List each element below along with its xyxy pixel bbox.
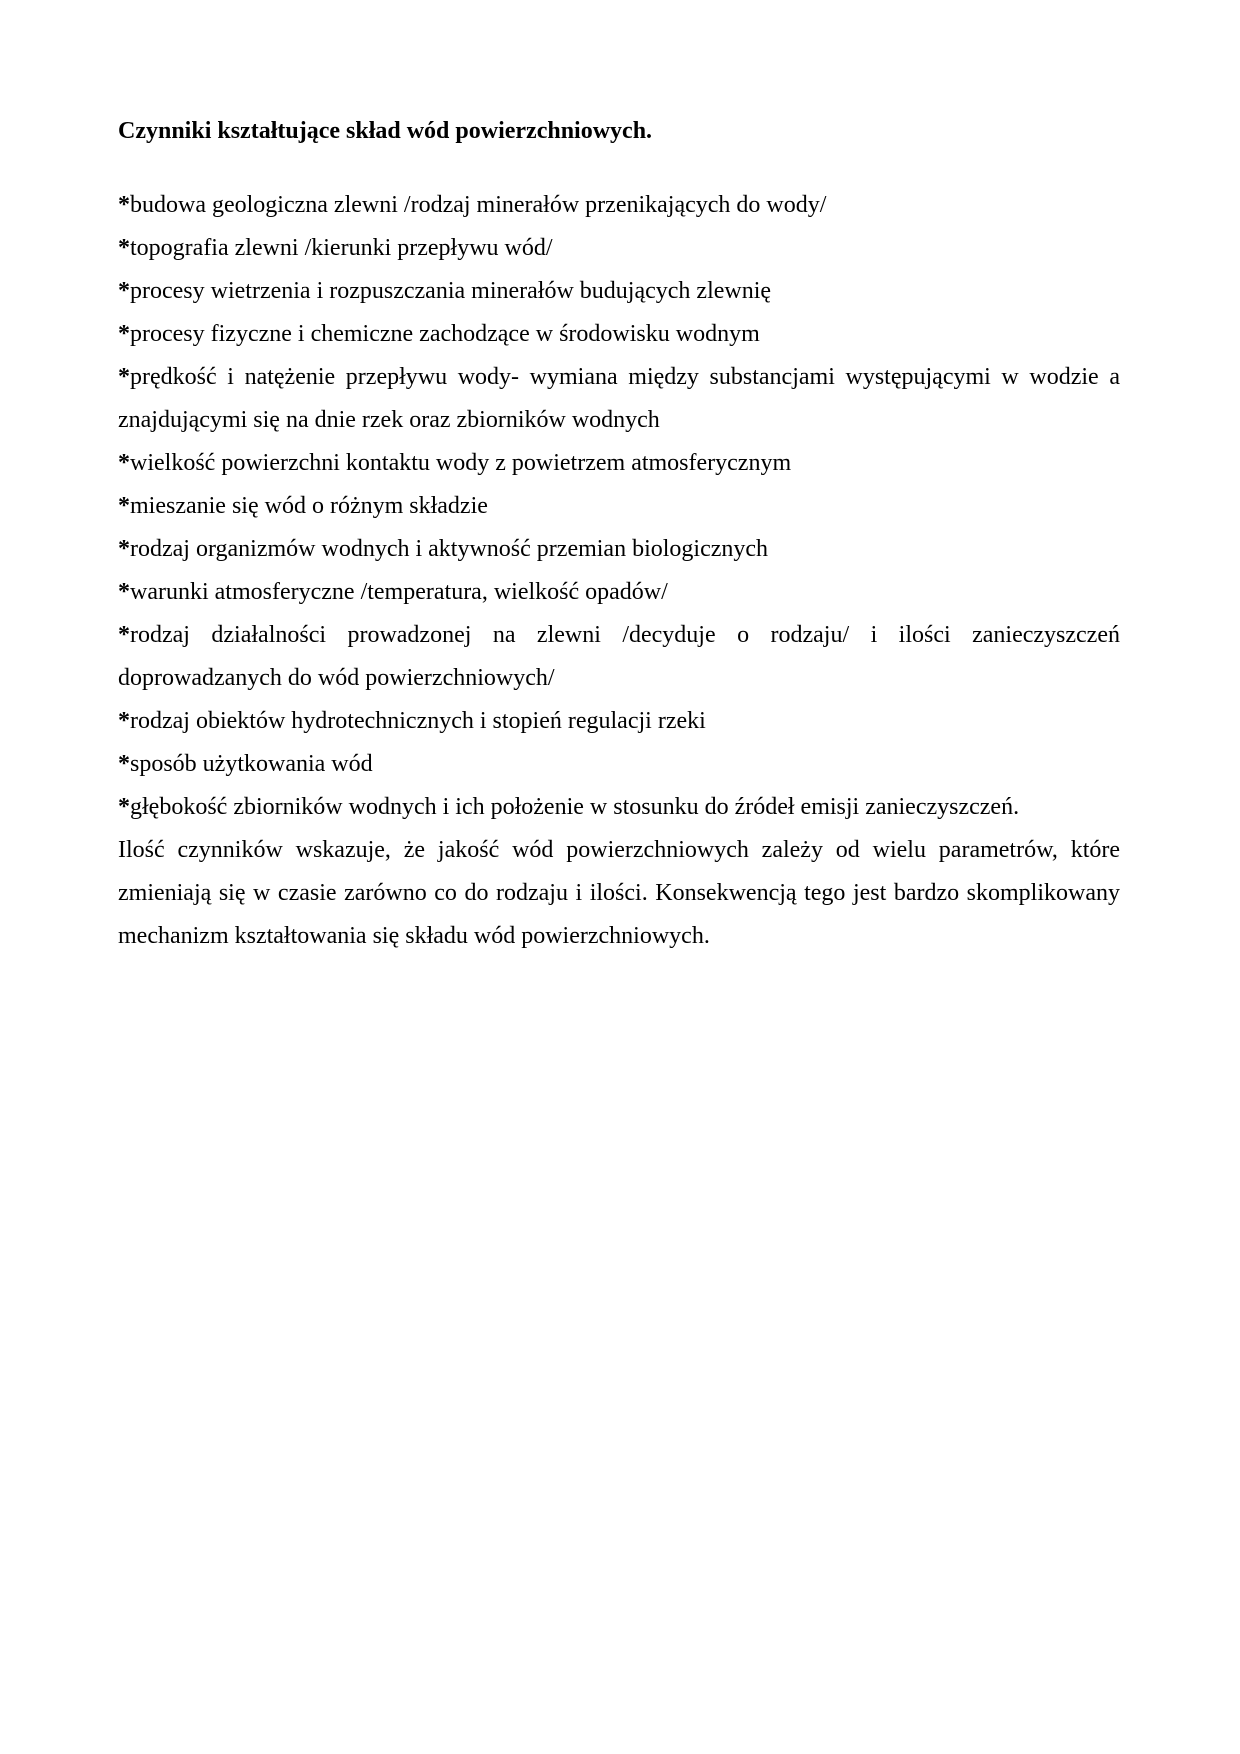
factor-text: wielkość powierzchni kontaktu wody z powietrzem atmosferycznym: [130, 450, 792, 476]
factor-list: [118, 184, 1120, 829]
factor-text: procesy fizyczne i chemiczne zachodzące w środowisku wodnym: [130, 321, 760, 347]
list-item: [118, 313, 1120, 356]
bullet-marker: *: [118, 321, 130, 347]
bullet-marker: *: [118, 536, 130, 562]
conclusion-paragraph: Ilość czynników wskazuje, że jakość wód powierzchniowych zależy od wielu parametrów, które zmieniają się w czasie zarówno co do rodzaju i ilości. Konsekwencją tego jest bardzo skomplikowany mechanizm kształtowania się składu wód powierzchniowych.: [118, 837, 1120, 949]
bullet-marker: *: [118, 192, 130, 218]
bullet-marker: *: [118, 493, 130, 519]
document-page: [118, 116, 1120, 958]
list-item: [118, 743, 1120, 786]
factor-text: mieszanie się wód o różnym składzie: [130, 493, 488, 519]
bullet-marker: *: [118, 579, 130, 605]
bullet-marker: *: [118, 450, 130, 476]
factor-text: rodzaj organizmów wodnych i aktywność przemian biologicznych: [130, 536, 769, 562]
factor-text: topografia zlewni /kierunki przepływu wód/: [130, 235, 553, 261]
list-item: [118, 700, 1120, 743]
list-item: [118, 184, 1120, 227]
list-item: [118, 786, 1120, 829]
list-item: [118, 270, 1120, 313]
factor-text: warunki atmosferyczne /temperatura, wielkość opadów/: [130, 579, 668, 605]
factor-text: głębokość zbiorników wodnych i ich położenie w stosunku do źródeł emisji zanieczyszczeń.: [130, 794, 1020, 820]
factor-text: budowa geologiczna zlewni /rodzaj minerałów przenikających do wody/: [130, 192, 827, 218]
list-item: [118, 571, 1120, 614]
list-item: [118, 442, 1120, 485]
factor-text: sposób użytkowania wód: [130, 751, 373, 777]
bullet-marker: *: [118, 708, 130, 734]
factor-text: procesy wietrzenia i rozpuszczania minerałów budujących zlewnię: [130, 278, 772, 304]
bullet-marker: *: [118, 794, 130, 820]
bullet-marker: *: [118, 235, 130, 261]
factor-text: rodzaj obiektów hydrotechnicznych i stopień regulacji rzeki: [130, 708, 706, 734]
list-item: [118, 227, 1120, 270]
bullet-marker: *: [118, 622, 130, 648]
bullet-marker: *: [118, 751, 130, 777]
bullet-marker: *: [118, 278, 130, 304]
factor-text: rodzaj działalności prowadzonej na zlewni /decyduje o rodzaju/ i ilości zanieczyszczeń doprowadzanych do wód powierzchniowych/: [118, 622, 1120, 691]
list-item: [118, 614, 1120, 700]
list-item: [118, 356, 1120, 442]
list-item: [118, 485, 1120, 528]
bullet-marker: *: [118, 364, 130, 390]
factor-text: prędkość i natężenie przepływu wody- wymiana między substancjami występującymi w wodzie a znajdującymi się na dnie rzek oraz zbiorników wodnych: [118, 364, 1120, 433]
document-title: Czynniki kształtujące skład wód powierzchniowych.: [118, 118, 653, 144]
list-item: [118, 528, 1120, 571]
